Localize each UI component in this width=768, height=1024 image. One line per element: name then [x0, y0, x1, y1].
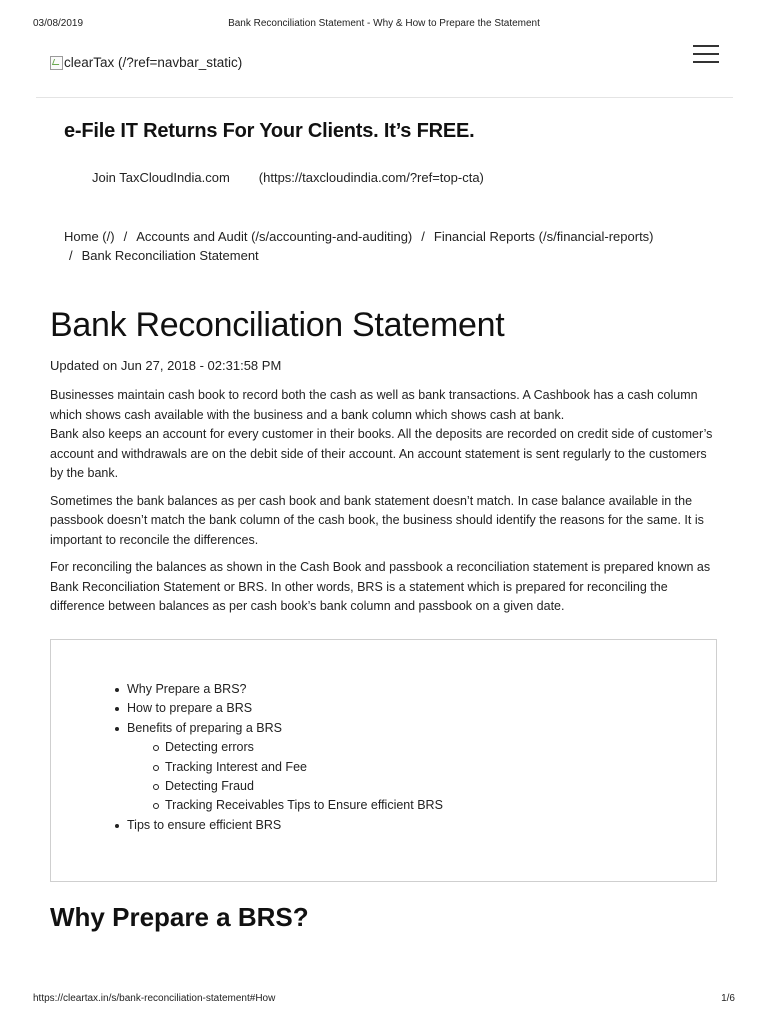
- toc-item: [115, 699, 443, 718]
- breadcrumb-separator: /: [421, 229, 425, 244]
- print-footer: [0, 993, 768, 1007]
- section-heading: Why Prepare a BRS?: [50, 902, 309, 932]
- toc-item: [115, 719, 443, 816]
- navbar: [36, 40, 733, 98]
- page-title: Bank Reconciliation Statement: [50, 306, 505, 344]
- toc-link-benefits[interactable]: Benefits of preparing a BRS: [127, 720, 282, 735]
- breadcrumb: [64, 227, 704, 265]
- print-url: https://cleartax.in/s/bank-reconciliation-statement#How: [33, 993, 276, 1004]
- cta-link[interactable]: [92, 170, 484, 185]
- breadcrumb-accounts-audit[interactable]: Accounts and Audit (/s/accounting-and-auditing): [136, 229, 413, 244]
- logo-alt-text: clearTax (/?ref=navbar_static): [64, 55, 243, 70]
- hamburger-menu-icon[interactable]: [693, 45, 719, 65]
- print-header: [0, 18, 768, 32]
- print-date: 03/08/2019: [33, 18, 84, 29]
- toc-link-tracking-receivables[interactable]: Tracking Receivables Tips to Ensure efficient BRS: [165, 798, 443, 813]
- broken-image-icon: [50, 56, 63, 70]
- paragraph-text: Bank also keeps an account for every customer in their books. All the deposits are recorded on credit side of customer’s account and withdrawals are on the debit side of their account. An account statement is sent regularly to the customers by the bank.: [50, 427, 713, 480]
- breadcrumb-financial-reports[interactable]: Financial Reports (/s/financial-reports): [433, 229, 654, 244]
- article-body: [50, 386, 720, 625]
- toc-link-detecting-errors[interactable]: Detecting errors: [165, 740, 254, 755]
- site-logo[interactable]: [50, 55, 242, 70]
- toc-link-how-to-prepare[interactable]: How to prepare a BRS: [127, 701, 253, 716]
- toc-subitem: [153, 738, 443, 757]
- paragraph-text: Businesses maintain cash book to record both the cash as well as bank transactions. A Cashbook has a cash column which shows cash available with the business and a bank column which shows cash at bank.: [50, 388, 698, 422]
- paragraph: Sometimes the bank balances as per cash book and bank statement doesn’t match. In case balance available in the passbook doesn’t match the bank column of the cash book, the business should identify the reasons for the same. It is important to reconcile the differences.: [50, 493, 704, 547]
- cta-link-url: (https://taxcloudindia.com/?ref=top-cta): [258, 170, 484, 185]
- toc-link-tracking-interest[interactable]: Tracking Interest and Fee: [165, 759, 307, 774]
- toc-subitem: [153, 777, 443, 796]
- page-number: 1/6: [721, 993, 735, 1004]
- paragraph: For reconciling the balances as shown in the Cash Book and passbook a reconciliation statement is prepared known as Bank Reconciliation Statement or BRS. In other words, BRS is a statement which is prepared for reconciling the difference between balances as per cash book’s bank column and passbook on a given date.: [50, 560, 711, 613]
- toc-list: [115, 680, 443, 835]
- paragraph: [50, 386, 720, 484]
- breadcrumb-separator: /: [123, 229, 128, 244]
- toc-item: [115, 816, 443, 835]
- toc-subitem: [153, 758, 443, 777]
- cta-link-text: Join TaxCloudIndia.com: [92, 170, 230, 185]
- print-page-title: Bank Reconciliation Statement - Why & How to Prepare the Statement: [228, 18, 540, 29]
- breadcrumb-separator: /: [69, 248, 73, 263]
- table-of-contents: [50, 639, 717, 882]
- toc-item: [115, 680, 443, 699]
- breadcrumb-home[interactable]: Home (/): [64, 229, 115, 244]
- updated-timestamp: Updated on Jun 27, 2018 - 02:31:58 PM: [50, 358, 282, 373]
- toc-subitem: [153, 796, 443, 815]
- toc-link-why-prepare[interactable]: Why Prepare a BRS?: [127, 682, 247, 696]
- breadcrumb-current: Bank Reconciliation Statement: [81, 248, 259, 263]
- toc-link-detecting-fraud[interactable]: Detecting Fraud: [165, 779, 254, 794]
- toc-link-tips[interactable]: Tips to ensure efficient BRS: [127, 817, 282, 832]
- cta-title: e-File IT Returns For Your Clients. It’s FREE.: [64, 120, 475, 142]
- toc-sublist: [127, 738, 443, 816]
